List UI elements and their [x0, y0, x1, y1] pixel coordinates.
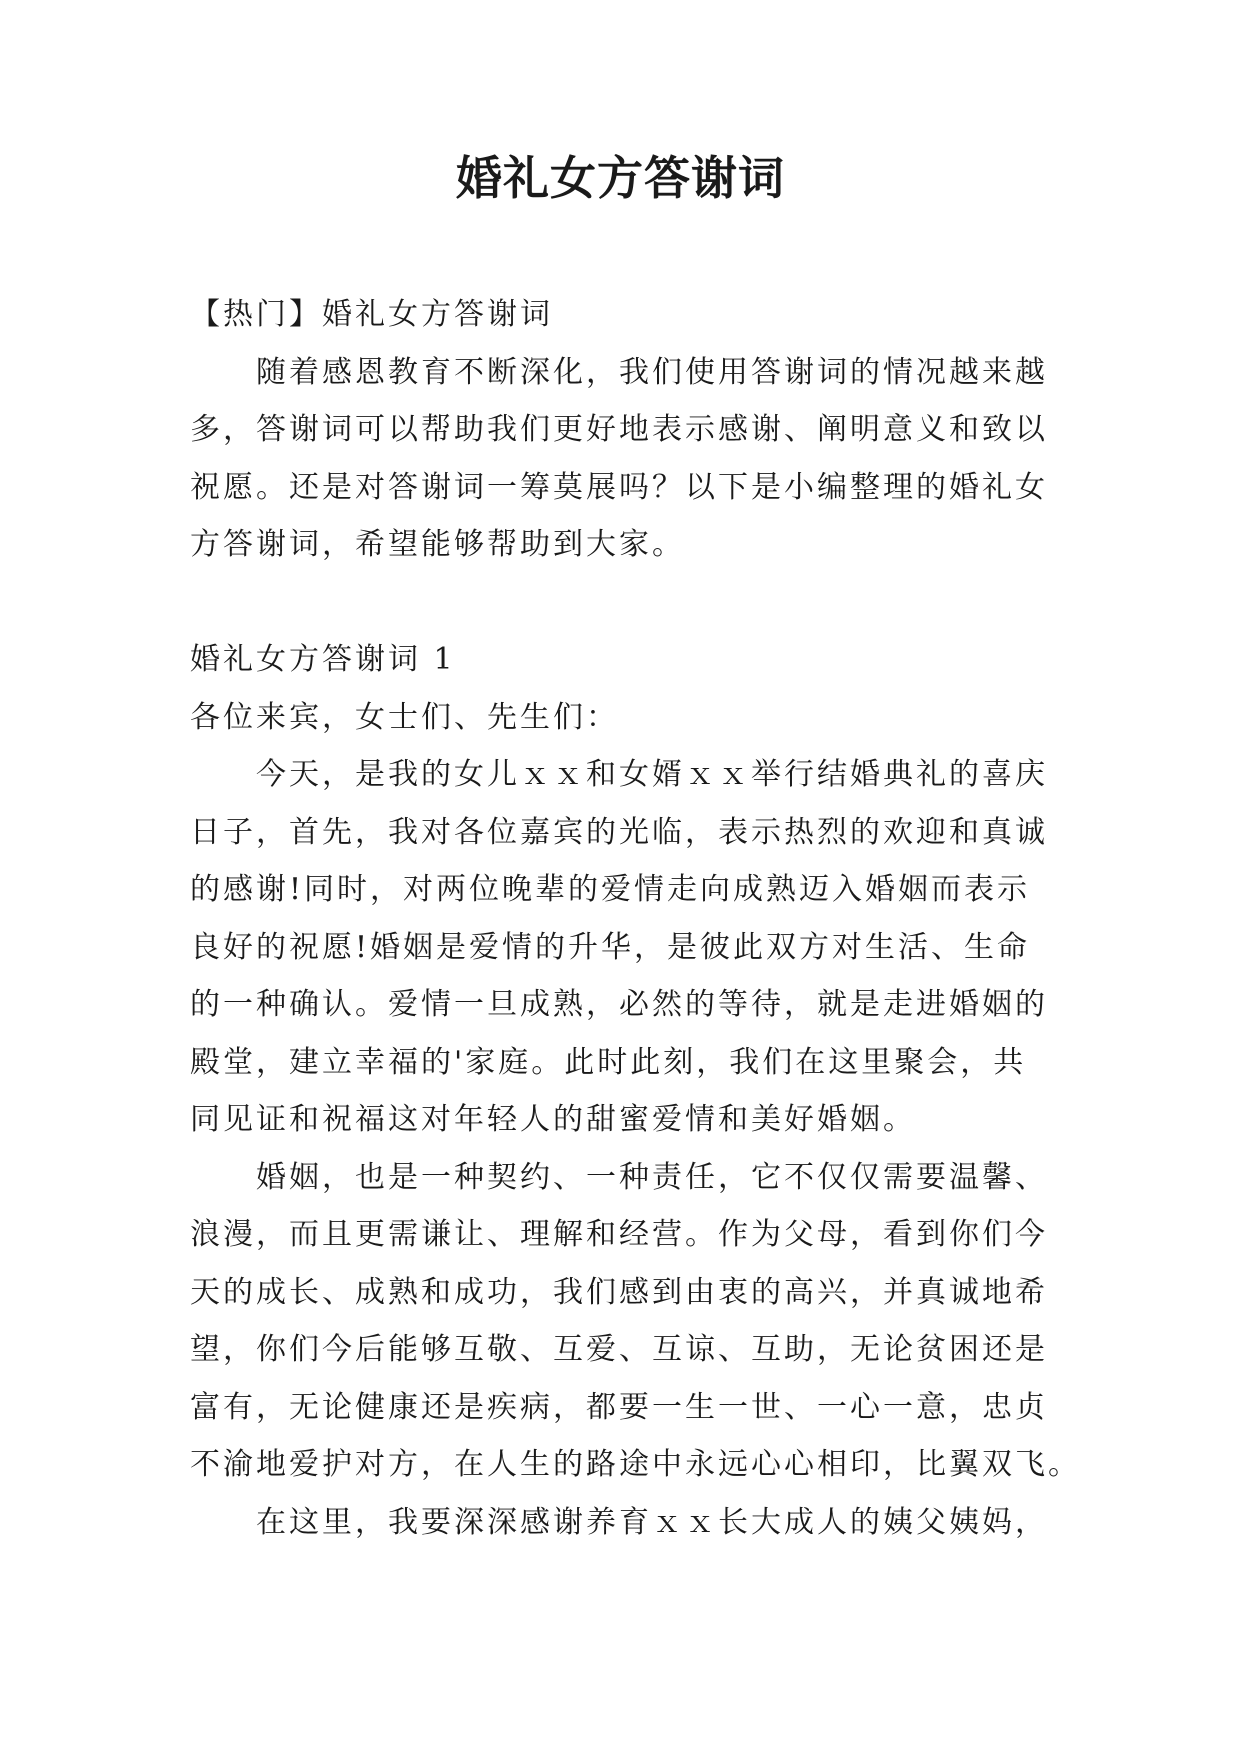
paragraph-line: 在这里，我要深深感谢养育ｘｘ长大成人的姨父姨妈， [256, 1504, 1048, 1540]
document-body [190, 286, 1081, 1551]
intro-line: 方答谢词，希望能够帮助到大家。 [190, 527, 685, 562]
paragraph-line: 殿堂，建立幸福的'家庭。此时此刻，我们在这里聚会，共 [190, 1044, 1027, 1080]
paragraph-gap [190, 574, 1050, 632]
intro-line: 多，答谢词可以帮助我们更好地表示感谢、阐明意义和致以 [190, 412, 1048, 447]
intro-line: 祝愿。还是对答谢词一筹莫展吗？以下是小编整理的婚礼女 [190, 469, 1048, 505]
intro-line: 随着感恩教育不断深化，我们使用答谢词的情况越来越 [256, 354, 1048, 390]
paragraph-line: 的一种确认。爱情一旦成熟，必然的等待，就是走进婚姻的 [190, 987, 1048, 1022]
paragraph-line: 日子，首先，我对各位嘉宾的光临，表示热烈的欢迎和真诚 [190, 814, 1048, 850]
paragraph-line: 天的成长、成熟和成功，我们感到由衷的高兴，并真诚地希 [190, 1274, 1048, 1310]
paragraph-line: 不渝地爱护对方，在人生的路途中永远心心相印，比翼双飞。 [190, 1447, 1081, 1482]
section-title: 婚礼女方答谢词 1 [190, 642, 456, 677]
greeting-line: 各位来宾，女士们、先生们： [190, 699, 619, 735]
paragraph-line: 今天，是我的女儿ｘｘ和女婿ｘｘ举行结婚典礼的喜庆 [256, 757, 1048, 792]
paragraph-line: 浪漫，而且更需谦让、理解和经营。作为父母，看到你们今 [190, 1217, 1048, 1252]
paragraph-line: 同见证和祝福这对年轻人的甜蜜爱情和美好婚姻。 [190, 1102, 916, 1137]
paragraph-line: 良好的祝愿!婚姻是爱情的升华，是彼此双方对生活、生命 [190, 929, 1031, 965]
tag-line: 【热门】婚礼女方答谢词 [190, 297, 553, 332]
paragraph-line: 望，你们今后能够互敬、互爱、互谅、互助，无论贫困还是 [190, 1332, 1048, 1367]
paragraph-line: 的感谢!同时，对两位晚辈的爱情走向成熟迈入婚姻而表示 [190, 872, 1031, 907]
document-title: 婚礼女方答谢词 [456, 151, 785, 205]
paragraph-line: 婚姻，也是一种契约、一种责任，它不仅仅需要温馨、 [256, 1159, 1048, 1195]
paragraph-line: 富有，无论健康还是疾病，都要一生一世、一心一意，忠贞 [190, 1389, 1048, 1425]
